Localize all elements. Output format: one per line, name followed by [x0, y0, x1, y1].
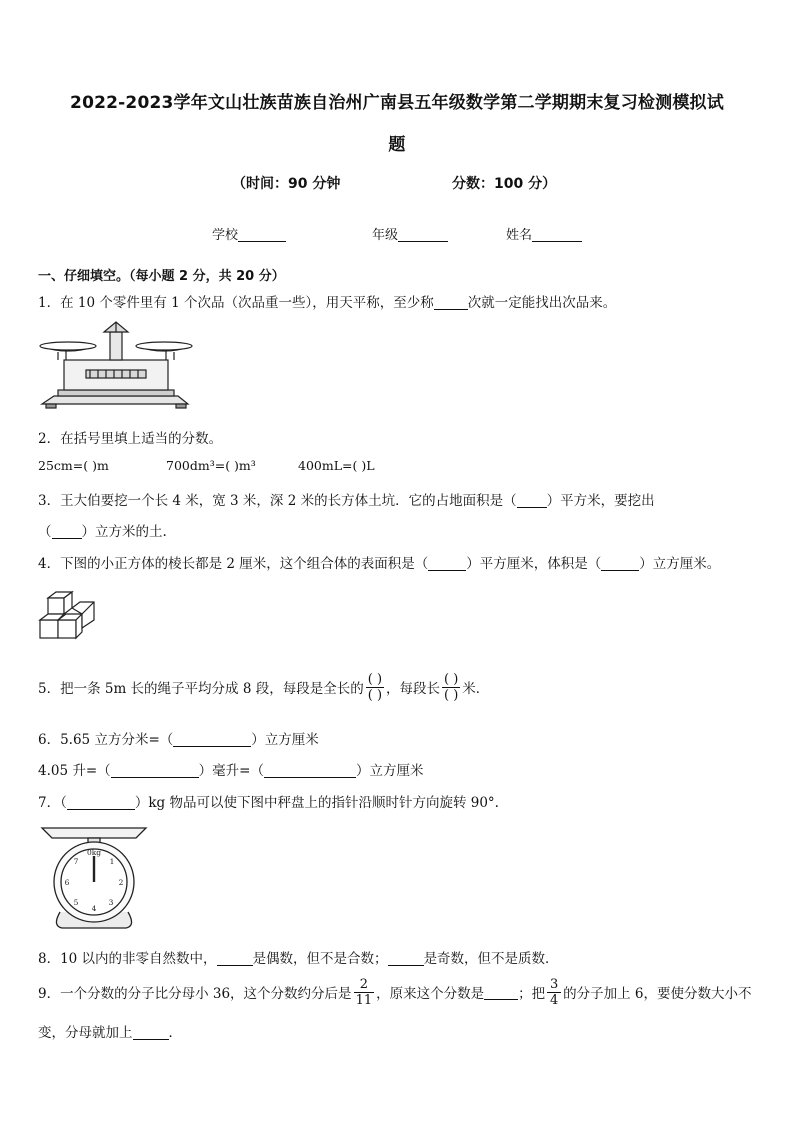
dial-unit-label: 0kg: [86, 848, 102, 857]
q2-c: 400mL=( )L: [298, 458, 375, 473]
question-3: 3．王大伯要挖一个长 4 米，宽 3 米，深 2 米的长方体土坑．它的占地面积是（ ）平方米，要挖出: [38, 493, 655, 509]
q6-blank-3[interactable]: [264, 763, 356, 778]
q5-fraction-2[interactable]: $\frac{( )}{( )}$: [444, 671, 459, 703]
svg-text:7: 7: [73, 857, 79, 866]
svg-text:6: 6: [64, 878, 70, 887]
name-label: 姓名: [506, 228, 533, 243]
question-2: 2．在括号里填上适当的分数。: [38, 431, 223, 447]
name-blank[interactable]: [532, 227, 582, 242]
svg-text:2: 2: [118, 878, 124, 887]
question-6-cont: 4.05 升=（ ）毫升=（ ）立方厘米: [38, 763, 424, 779]
svg-text:1: 1: [109, 857, 115, 866]
school-label: 学校: [212, 228, 239, 243]
svg-text:5: 5: [73, 898, 79, 907]
name-field: [506, 224, 582, 243]
question-5: 5．把一条 5m 长的绳子平均分成 8 段，每段是全长的 $\frac{( )}{( )}$ ，每段长 $\frac{( )}{( )}$ 米．: [38, 671, 490, 703]
q3-blank-area[interactable]: [517, 493, 547, 508]
q8-blank-2[interactable]: [388, 951, 424, 966]
svg-text:3: 3: [108, 898, 114, 907]
q5-fraction-1[interactable]: $\frac{( )}{( )}$: [367, 671, 383, 703]
question-6: 6．5.65 立方分米=（ ）立方厘米: [38, 732, 319, 748]
page-title-line1: 2022-2023学年文山壮族苗族自治州广南县五年级数学第二学期期末复习检测模拟试: [70, 93, 724, 113]
question-9-cont: 变，分母就加上 ．: [38, 1025, 182, 1041]
question-1: 1．在 10 个零件里有 1 个次品（次品重一些），用天平称，至少称 次就一定能找出次品来。: [38, 295, 617, 311]
q2-b: 700dm³=( )m³: [166, 458, 256, 473]
q4-blank-volume[interactable]: [601, 556, 639, 571]
page-title-line2: 题: [388, 135, 406, 155]
weighing-scale-image: [38, 820, 150, 932]
school-blank[interactable]: [238, 227, 286, 242]
q8-blank-1[interactable]: [217, 951, 253, 966]
question-8: 8．10 以内的非零自然数中， 是偶数，但不是合数； 是奇数，但不是质数．: [38, 951, 559, 967]
q4-blank-area[interactable]: [428, 556, 466, 571]
exam-time: （时间：90 分钟: [232, 176, 341, 192]
q9-blank-2[interactable]: [133, 1025, 169, 1040]
q6-blank-1[interactable]: [173, 732, 251, 747]
q6-blank-2[interactable]: [111, 763, 199, 778]
exam-score: 分数：100 分）: [452, 176, 557, 192]
school-field: [212, 224, 286, 243]
grade-label: 年级: [372, 228, 399, 243]
q9-fraction-three-quarters: $\frac{3}{4}$: [547, 977, 561, 1008]
q3-blank-volume[interactable]: [52, 524, 82, 539]
q9-fraction-reduced: $\frac{2}{11}$: [355, 976, 373, 1008]
balance-scale-image: [38, 320, 194, 412]
question-3-cont: （ ）立方米的土.: [38, 524, 167, 540]
cubes-image: [38, 590, 96, 644]
q2-a: 25cm=( )m: [38, 458, 109, 473]
grade-blank[interactable]: [398, 227, 448, 242]
question-7: 7．（ ）kg 物品可以使下图中秤盘上的指针沿顺时针方向旋转 90°.: [38, 795, 499, 811]
q9-blank-1[interactable]: [484, 985, 518, 1000]
section-heading: 一、仔细填空。（每小题 2 分，共 20 分）: [38, 269, 285, 284]
question-9: 9．一个分数的分子比分母小 36，这个分数约分后是 $\frac{2}{11}$ ，原来这个分数是 ；把 $\frac{3}{4}$ 的分子加上 6，要使分数大小不: [38, 976, 752, 1008]
question-4: 4．下图的小正方体的棱长都是 2 厘米，这个组合体的表面积是（ ）平方厘米，体积是（ ）立方厘米。: [38, 556, 721, 572]
grade-field: [372, 224, 448, 243]
q1-blank[interactable]: [434, 295, 468, 310]
q7-blank[interactable]: [67, 795, 135, 810]
svg-text:4: 4: [91, 904, 97, 913]
